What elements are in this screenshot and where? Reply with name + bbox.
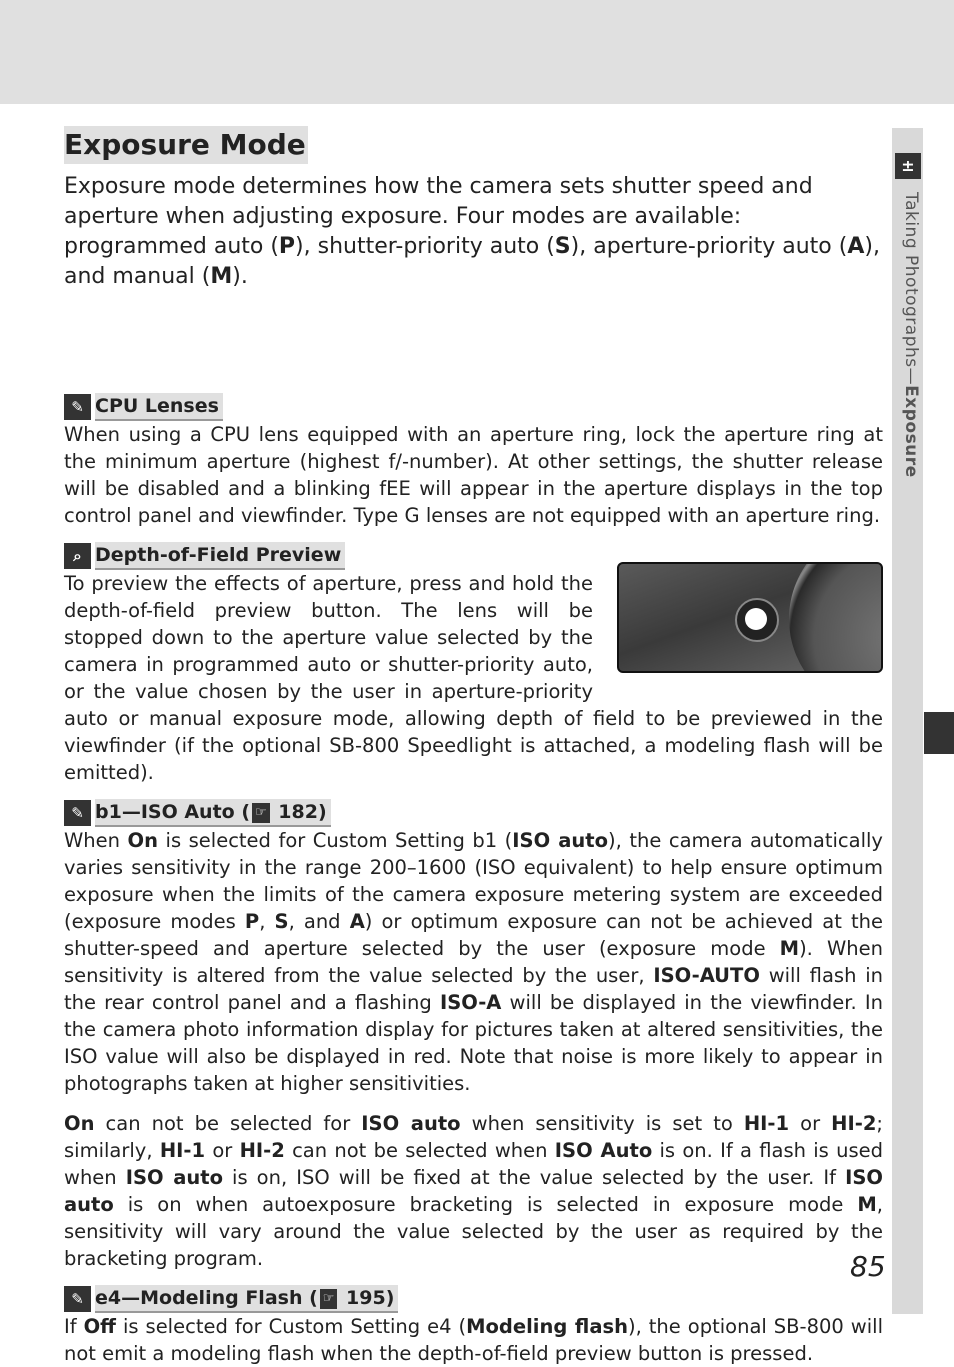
bold-term: ISO-A: [439, 991, 502, 1014]
bold-term: S: [274, 910, 289, 933]
heading-part: b1—ISO Auto (: [95, 801, 251, 823]
modeling-flash-text: [64, 1313, 883, 1367]
bold-term: M: [779, 937, 800, 960]
mode-m: M: [210, 264, 233, 289]
bold-term: Off: [83, 1315, 116, 1338]
intro-text: Exposure mode determines how the camera sets shutter speed and aperture when adjusting exposure. Four modes are available: programmed auto (: [64, 174, 813, 259]
page-content: [64, 126, 883, 1367]
text: will flash in the rear control panel and a flashing: [64, 964, 884, 1014]
custom-setting-icon: ✎: [64, 800, 91, 826]
page-number: 85: [850, 1250, 886, 1283]
mode-a: A: [847, 234, 865, 259]
text: ), the optional SB-800 will not emit a modeling flash when the depth-of-field preview button is pressed.: [64, 1315, 883, 1365]
text: ). When sensitivity is altered from the value selected by the user,: [64, 937, 883, 987]
bold-term: On: [64, 1112, 95, 1135]
dof-button: [745, 608, 767, 630]
dof-preview-text: To preview the effects of aperture, press and hold the depth-of-field preview button. The lens will be stopped down to the aperture value selected by the camera in programmed auto or shutter-priority auto, or the value chosen by the user in aperture-priority auto or manual exposure mode, allowing depth of field to be previewed in the viewfinder (if the optional SB-800 Speedlight is attached, a modeling flash will be emitted).: [64, 572, 883, 784]
section-heading-text: CPU Lenses: [95, 393, 223, 421]
text: can not be selected for: [94, 1112, 362, 1135]
bold-term: M: [857, 1193, 877, 1216]
page-title: Exposure Mode: [64, 126, 308, 164]
chapter-tab-label: [895, 192, 921, 522]
bold-term: A: [349, 910, 365, 933]
page-reference-icon: ☞: [320, 1289, 338, 1309]
heading-part: 195): [339, 1287, 395, 1309]
bold-term: ISO auto: [125, 1166, 223, 1189]
dof-preview-section: [64, 542, 883, 786]
exposure-compensation-icon: ±: [895, 153, 921, 179]
text: ), the camera automatically varies sensitivity in the range 200–1600 (ISO equivalent) to help ensure optimum exposure when the limits of the camera exposure metering system are exceeded (exposure modes: [64, 829, 883, 933]
text: or: [789, 1112, 832, 1135]
text: can not be selected when: [284, 1139, 555, 1162]
text: is selected for Custom Setting e4 (: [115, 1315, 467, 1338]
text: If: [64, 1315, 84, 1338]
pencil-note-icon: ✎: [64, 394, 91, 420]
intro-text: ).: [232, 264, 248, 289]
text: or: [205, 1139, 240, 1162]
chapter-marker: [924, 712, 954, 754]
heading-part: 182): [271, 801, 327, 823]
cpu-lenses-heading: [64, 393, 883, 421]
section-heading-text: [95, 799, 331, 827]
cpu-lenses-section: [64, 393, 883, 529]
bold-term: Modeling flash: [466, 1315, 628, 1338]
magnifier-icon: ⌕: [64, 543, 91, 569]
bold-term: P: [244, 910, 260, 933]
bold-term: HI-2: [831, 1112, 877, 1135]
mode-p: P: [278, 234, 296, 259]
bold-term: ISO-AUTO: [653, 964, 760, 987]
bold-term: ISO Auto: [554, 1139, 653, 1162]
page-reference-icon: ☞: [252, 803, 270, 823]
bold-term: On: [127, 829, 158, 852]
iso-auto-paragraph-2: [64, 1110, 883, 1272]
chapter-label-light: Taking Photographs—: [901, 192, 921, 386]
mode-s: S: [554, 234, 571, 259]
dof-preview-button-photo: [617, 562, 883, 673]
page-header-band: [0, 0, 954, 104]
text: will be displayed in the viewfinder. In the camera photo information display for pictures taken at altered sensitivities, the ISO value will also be displayed in red. Note that noise is more likely to appear in photographs taken at higher sensitivities.: [64, 991, 883, 1095]
text: is on. If a flash is used when: [64, 1139, 883, 1189]
iso-auto-paragraph-1: [64, 827, 883, 1097]
bold-term: ISO auto: [64, 1166, 883, 1216]
iso-auto-heading: [64, 799, 883, 827]
text: when sensitivity is set to: [460, 1112, 744, 1135]
intro-text: ), aperture-priority auto (: [570, 234, 848, 259]
text: is on when autoexposure bracketing is selected in exposure mode: [113, 1193, 858, 1216]
section-heading-text: [95, 1285, 398, 1313]
text: is selected for Custom Setting b1 (: [158, 829, 513, 852]
intro-paragraph: [64, 172, 883, 292]
iso-auto-section: [64, 799, 883, 1272]
bold-term: HI-1: [743, 1112, 790, 1135]
text: , and: [288, 910, 350, 933]
intro-text: ), and manual (: [64, 234, 880, 289]
text: , sensitivity will vary around the value selected by the user as required by the bracketing program.: [64, 1193, 883, 1270]
text: ,: [259, 910, 275, 933]
bold-term: ISO auto: [512, 829, 609, 852]
cpu-lenses-text: When using a CPU lens equipped with an aperture ring, lock the aperture ring at the minimum aperture (highest f/-number). At other settings, the shutter release will be disabled and a blinking fEE will appear in the aperture displays in the top control panel and viewfinder. Type G lenses are not equipped with an aperture ring.: [64, 423, 883, 527]
bold-term: ISO auto: [361, 1112, 461, 1135]
lens-barrel: [789, 562, 883, 673]
text: When: [64, 829, 128, 852]
bold-term: HI-1: [159, 1139, 206, 1162]
section-heading-text: Depth-of-Field Preview: [95, 542, 345, 570]
text: ) or optimum exposure can not be achieved at the shutter-speed and aperture selected by the user (exposure mode: [64, 910, 883, 960]
modeling-flash-section: [64, 1285, 883, 1367]
custom-setting-icon: ✎: [64, 1286, 91, 1312]
text: is on, ISO will be fixed at the value selected by the user. If: [223, 1166, 846, 1189]
text: ; similarly,: [64, 1112, 883, 1162]
chapter-label-bold: Exposure: [901, 385, 921, 478]
heading-part: e4—Modeling Flash (: [95, 1287, 318, 1309]
intro-text: ), shutter-priority auto (: [295, 234, 555, 259]
modeling-flash-heading: [64, 1285, 883, 1313]
bold-term: HI-2: [239, 1139, 285, 1162]
